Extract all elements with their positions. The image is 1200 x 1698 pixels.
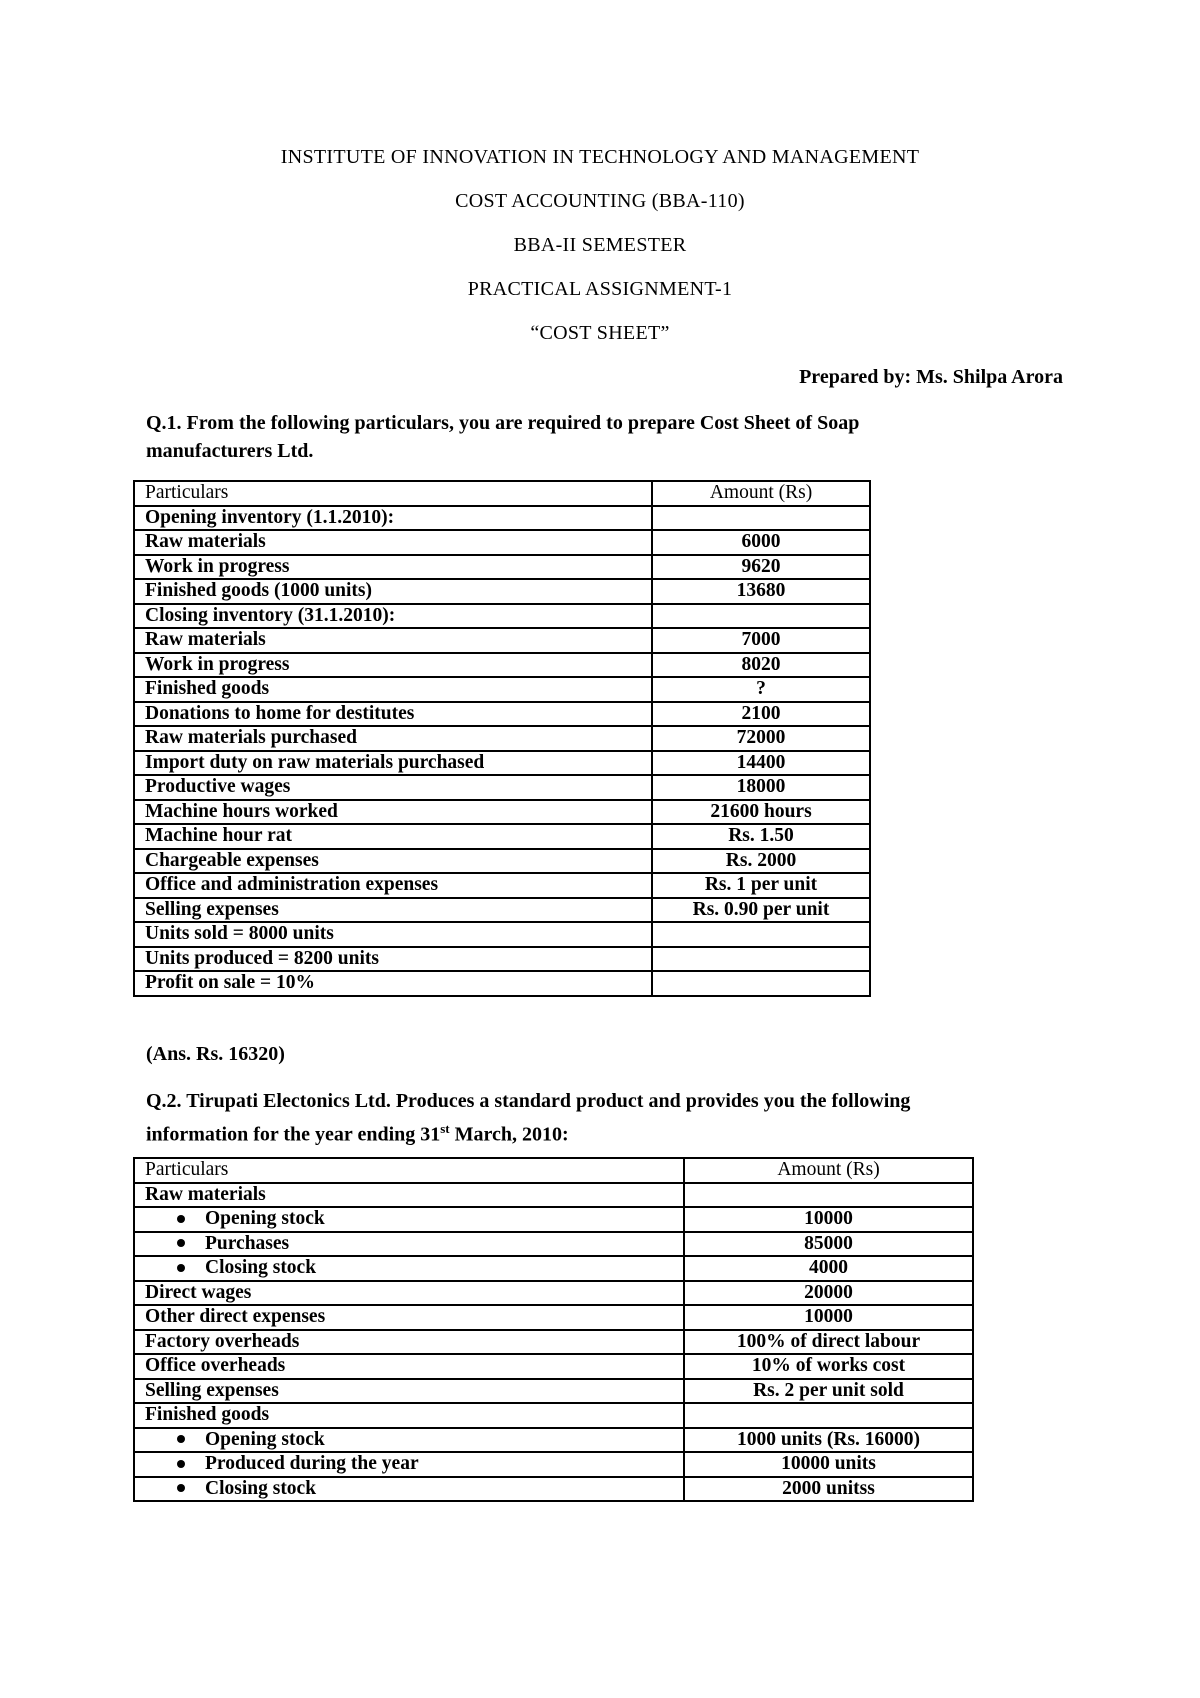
particulars-cell bbox=[134, 1452, 684, 1477]
particulars-label: Closing stock bbox=[205, 1477, 317, 1499]
particulars-cell bbox=[134, 1207, 684, 1232]
question-2-line-2 bbox=[146, 1115, 910, 1149]
table-row bbox=[134, 971, 870, 996]
particulars-cell bbox=[134, 1256, 684, 1281]
amount-cell bbox=[652, 971, 870, 996]
bullet-icon bbox=[177, 1215, 185, 1223]
q1-answer: (Ans. Rs. 16320) bbox=[146, 1043, 285, 1065]
assignment-title: PRACTICAL ASSIGNMENT-1 bbox=[467, 278, 733, 300]
particulars-cell bbox=[134, 1232, 684, 1257]
bullet-icon bbox=[177, 1435, 185, 1443]
particulars-cell: Office and administration expenses bbox=[134, 873, 652, 898]
particulars-label: Closing stock bbox=[205, 1257, 317, 1279]
particulars-cell bbox=[134, 1477, 684, 1502]
amount-cell: Rs. 2000 bbox=[652, 849, 870, 874]
amount-cell: 18000 bbox=[652, 775, 870, 800]
prepared-by: Prepared by: Ms. Shilpa Arora bbox=[799, 366, 1063, 388]
question-2-line-2-text: information for the year ending 31 bbox=[146, 1123, 441, 1146]
particulars-cell bbox=[134, 1428, 684, 1453]
particulars-label: Raw materials bbox=[145, 1183, 266, 1205]
particulars-cell: Raw materials bbox=[134, 628, 652, 653]
particulars-cell: Donations to home for destitutes bbox=[134, 702, 652, 727]
table-row bbox=[134, 1403, 973, 1428]
amount-cell: 7000 bbox=[652, 628, 870, 653]
bullet-icon bbox=[177, 1484, 185, 1492]
particulars-cell bbox=[134, 1403, 684, 1428]
amount-cell: 10000 bbox=[684, 1207, 973, 1232]
amount-cell bbox=[652, 947, 870, 972]
amount-cell: 2000 unitss bbox=[684, 1477, 973, 1502]
amount-cell: 13680 bbox=[652, 579, 870, 604]
amount-cell: 6000 bbox=[652, 530, 870, 555]
particulars-label: Direct wages bbox=[145, 1281, 252, 1303]
q1-particulars-table bbox=[133, 480, 871, 997]
particulars-label: Purchases bbox=[205, 1232, 290, 1254]
particulars-label: Finished goods bbox=[145, 1404, 270, 1426]
particulars-cell bbox=[134, 1379, 684, 1404]
table-row bbox=[134, 873, 870, 898]
table-row bbox=[134, 1379, 973, 1404]
table-row bbox=[134, 947, 870, 972]
amount-cell: 2100 bbox=[652, 702, 870, 727]
amount-cell bbox=[652, 922, 870, 947]
particulars-cell: Finished goods (1000 units) bbox=[134, 579, 652, 604]
q2-particulars-table bbox=[133, 1157, 974, 1502]
particulars-cell: Raw materials purchased bbox=[134, 726, 652, 751]
table-row bbox=[134, 1256, 973, 1281]
amount-cell: 8020 bbox=[652, 653, 870, 678]
table-row bbox=[134, 555, 870, 580]
table-row bbox=[134, 775, 870, 800]
particulars-cell: Work in progress bbox=[134, 653, 652, 678]
question-2-line-2-rest: March, 2010: bbox=[449, 1123, 569, 1146]
particulars-label: Opening stock bbox=[205, 1428, 325, 1450]
particulars-cell: Import duty on raw materials purchased bbox=[134, 751, 652, 776]
amount-cell bbox=[652, 604, 870, 629]
particulars-cell bbox=[134, 1330, 684, 1355]
particulars-cell: Finished goods bbox=[134, 677, 652, 702]
bullet-icon bbox=[177, 1264, 185, 1272]
topic-title: “COST SHEET” bbox=[530, 322, 670, 344]
table-row bbox=[134, 922, 870, 947]
column-header-particulars: Particulars bbox=[134, 481, 652, 506]
table-row bbox=[134, 1428, 973, 1453]
question-2-superscript: st bbox=[440, 1121, 450, 1136]
particulars-cell bbox=[134, 1354, 684, 1379]
amount-cell: ? bbox=[652, 677, 870, 702]
table-row bbox=[134, 1232, 973, 1257]
table-row bbox=[134, 898, 870, 923]
table-row bbox=[134, 530, 870, 555]
particulars-cell bbox=[134, 1281, 684, 1306]
particulars-cell bbox=[134, 1305, 684, 1330]
particulars-cell: Profit on sale = 10% bbox=[134, 971, 652, 996]
amount-cell: 10000 bbox=[684, 1305, 973, 1330]
particulars-label: Factory overheads bbox=[145, 1330, 300, 1352]
question-2 bbox=[146, 1087, 910, 1149]
amount-cell: 20000 bbox=[684, 1281, 973, 1306]
particulars-label: Opening stock bbox=[205, 1208, 325, 1230]
particulars-cell: Work in progress bbox=[134, 555, 652, 580]
particulars-cell: Machine hours worked bbox=[134, 800, 652, 825]
table-row bbox=[134, 506, 870, 531]
course-title: COST ACCOUNTING (BBA-110) bbox=[455, 190, 745, 212]
table-row bbox=[134, 1183, 973, 1208]
amount-cell: Rs. 0.90 per unit bbox=[652, 898, 870, 923]
amount-cell bbox=[652, 506, 870, 531]
table-row bbox=[134, 726, 870, 751]
question-1-line-1: Q.1. From the following particulars, you are required to prepare Cost Sheet of Soap bbox=[146, 412, 860, 434]
table-row bbox=[134, 1330, 973, 1355]
table-row bbox=[134, 702, 870, 727]
bullet-icon bbox=[177, 1239, 185, 1247]
table-row bbox=[134, 677, 870, 702]
question-1-line-2: manufacturers Ltd. bbox=[146, 440, 314, 462]
particulars-cell: Units sold = 8000 units bbox=[134, 922, 652, 947]
particulars-label: Selling expenses bbox=[145, 1379, 279, 1401]
table-row bbox=[134, 1452, 973, 1477]
table-row bbox=[134, 1207, 973, 1232]
amount-cell: 4000 bbox=[684, 1256, 973, 1281]
table-header-row bbox=[134, 481, 870, 506]
particulars-label: Office overheads bbox=[145, 1355, 286, 1377]
table-row bbox=[134, 1354, 973, 1379]
institute-title: INSTITUTE OF INNOVATION IN TECHNOLOGY AND MANAGEMENT bbox=[280, 146, 920, 168]
particulars-cell: Machine hour rat bbox=[134, 824, 652, 849]
table-row bbox=[134, 579, 870, 604]
particulars-label: Produced during the year bbox=[205, 1453, 419, 1475]
table-row bbox=[134, 1281, 973, 1306]
particulars-cell: Units produced = 8200 units bbox=[134, 947, 652, 972]
amount-cell: 9620 bbox=[652, 555, 870, 580]
question-2-line-1: Q.2. Tirupati Electonics Ltd. Produces a standard product and provides you the following bbox=[146, 1090, 911, 1112]
table-row bbox=[134, 1477, 973, 1502]
particulars-cell: Productive wages bbox=[134, 775, 652, 800]
semester-title: BBA-II SEMESTER bbox=[513, 234, 687, 256]
amount-cell: 10% of works cost bbox=[684, 1354, 973, 1379]
amount-cell: 1000 units (Rs. 16000) bbox=[684, 1428, 973, 1453]
table-row bbox=[134, 800, 870, 825]
amount-cell: Rs. 1.50 bbox=[652, 824, 870, 849]
amount-cell: 10000 units bbox=[684, 1452, 973, 1477]
amount-cell: 14400 bbox=[652, 751, 870, 776]
table-row bbox=[134, 1305, 973, 1330]
column-header-amount: Amount (Rs) bbox=[684, 1158, 973, 1183]
particulars-cell: Raw materials bbox=[134, 530, 652, 555]
question-1 bbox=[146, 409, 859, 465]
particulars-cell: Selling expenses bbox=[134, 898, 652, 923]
amount-cell: Rs. 1 per unit bbox=[652, 873, 870, 898]
particulars-cell: Chargeable expenses bbox=[134, 849, 652, 874]
table-row bbox=[134, 653, 870, 678]
table-row bbox=[134, 849, 870, 874]
bullet-icon bbox=[177, 1460, 185, 1468]
table-row bbox=[134, 604, 870, 629]
amount-cell bbox=[684, 1183, 973, 1208]
amount-cell: 100% of direct labour bbox=[684, 1330, 973, 1355]
particulars-label: Other direct expenses bbox=[145, 1306, 326, 1328]
amount-cell bbox=[684, 1403, 973, 1428]
particulars-cell: Closing inventory (31.1.2010): bbox=[134, 604, 652, 629]
column-header-amount: Amount (Rs) bbox=[652, 481, 870, 506]
table-row bbox=[134, 751, 870, 776]
table-header-row bbox=[134, 1158, 973, 1183]
amount-cell: 85000 bbox=[684, 1232, 973, 1257]
amount-cell: 21600 hours bbox=[652, 800, 870, 825]
table-row bbox=[134, 824, 870, 849]
particulars-cell bbox=[134, 1183, 684, 1208]
particulars-cell: Opening inventory (1.1.2010): bbox=[134, 506, 652, 531]
table-row bbox=[134, 628, 870, 653]
column-header-particulars: Particulars bbox=[134, 1158, 684, 1183]
amount-cell: Rs. 2 per unit sold bbox=[684, 1379, 973, 1404]
amount-cell: 72000 bbox=[652, 726, 870, 751]
